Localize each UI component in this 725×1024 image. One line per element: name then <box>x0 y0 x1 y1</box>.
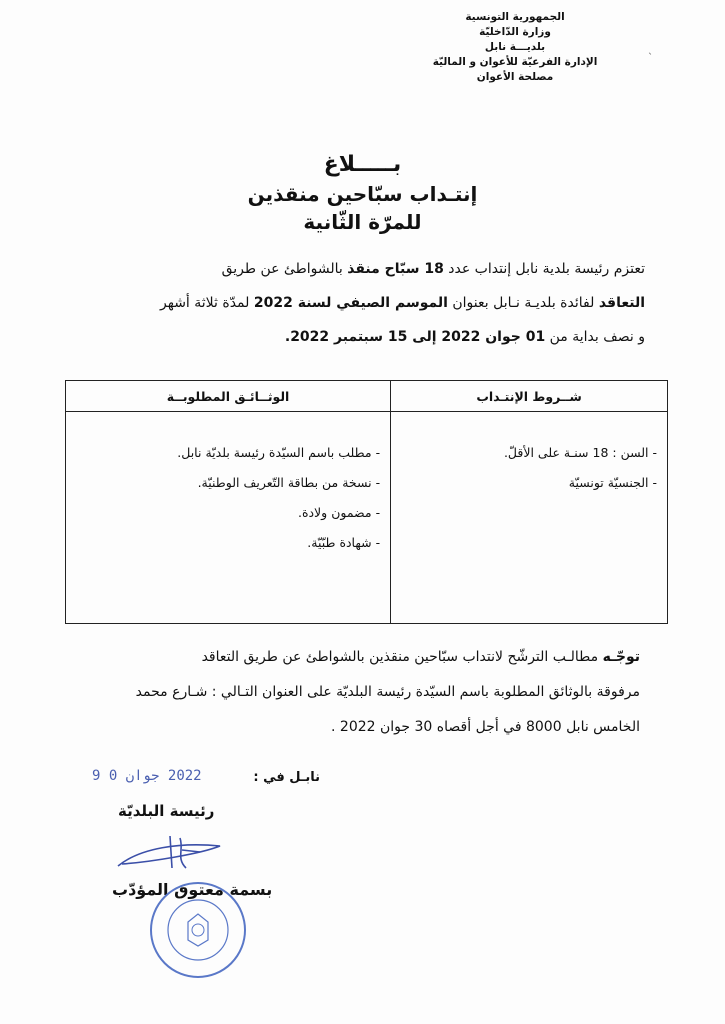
intro-line-1: تعتزم رئيسة بلدية نابل إنتداب عدد 18 سبّاح منقذ بالشواطئ عن طريق <box>221 261 645 277</box>
letterhead-service: مصلحة الأعوان <box>476 71 554 83</box>
letterhead-republic: الجمهورية التونسية <box>465 11 565 23</box>
signature-image <box>110 828 230 878</box>
title-announcement: بـــــلاغ <box>323 152 402 177</box>
signer-title: رئيسة البلديّة <box>118 802 215 820</box>
intro-line-2: التعاقد لفائدة بلديـة نـابل بعنوان الموسم الصيفي لسنة 2022 لمدّة ثلاثة أشهر <box>160 295 645 311</box>
outro-line-2: مرفوقة بالوثائق المطلوبة باسم السيّدة رئيسة البلديّة على العنوان التـالي : شـارع محمد <box>135 684 640 700</box>
header-documents: الوثــائـق المطلوبــة <box>66 381 391 412</box>
outro-line-1: توجّـه مطالـب الترشّح لانتداب سبّاحين منقذين بالشواطئ عن طريق التعاقد <box>201 649 640 665</box>
submission-paragraph <box>65 640 640 745</box>
document-item: - مطلب باسم السيّدة رئيسة بلديّة نابل. <box>177 445 381 460</box>
header-conditions: شــروط الإنتـداب <box>391 381 668 412</box>
letterhead-subdirectorate: الإدارة الفرعيّة للأعوان و الماليّة <box>432 56 598 68</box>
outro-line-3: الخامس نابل 8000 في أجل أقصاه 30 جوان 2022 . <box>331 719 640 735</box>
title-round: للمرّة الثّانية <box>303 210 422 234</box>
condition-item: - السن : 18 سنـة على الأقلّ. <box>503 445 657 460</box>
letterhead <box>405 10 625 85</box>
letterhead-ministry: وزارة الدّاخليّة <box>479 26 551 38</box>
requirements-table <box>65 380 668 624</box>
signer-name: بسمة معتوق المؤدّب <box>112 880 273 899</box>
document-item: - نسخة من بطاقة التّعريف الوطنيّة. <box>197 475 381 490</box>
intro-paragraph <box>95 252 645 354</box>
date-line <box>80 766 320 792</box>
date-label: نابـل في : <box>253 770 320 785</box>
document-item: - مضمون ولادة. <box>297 505 381 520</box>
condition-item: - الجنسيّة تونسيّة <box>568 475 657 490</box>
date-stamp: 2022 جوان 0 9 <box>92 768 202 784</box>
letterhead-municipality: بلديـــة نابل <box>484 41 546 53</box>
document-item: - شهادة طبّيّة. <box>307 535 381 550</box>
title-subject: إنتـداب سبّاحين منقذين <box>247 182 478 206</box>
margin-tick-mark: ˎ <box>648 44 653 55</box>
documents-cell <box>66 412 391 624</box>
notice-title <box>0 150 725 236</box>
conditions-cell <box>391 412 668 624</box>
municipal-seal <box>148 880 248 980</box>
intro-line-3: و نصف بداية من 01 جوان 2022 إلى 15 سبتمبر 2022. <box>284 329 645 345</box>
